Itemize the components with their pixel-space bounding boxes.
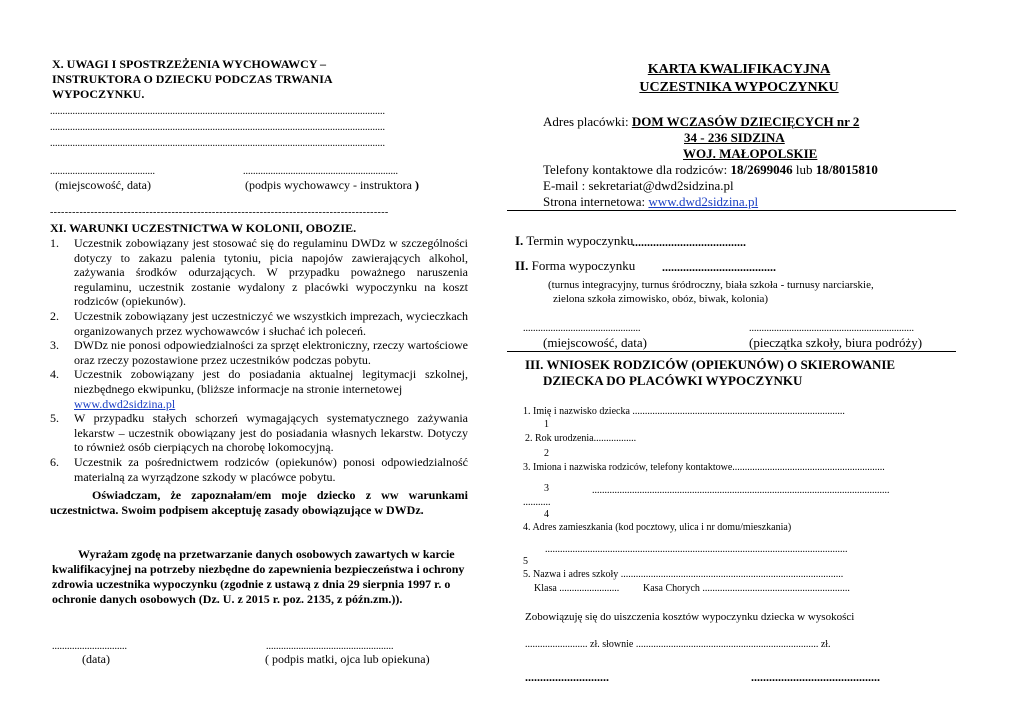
field-marker: 4 <box>544 509 549 520</box>
term-input-dots[interactable]: ...................................... <box>632 235 746 249</box>
form-number: II. <box>515 258 529 273</box>
form-note: zielona szkoła zimowisko, obóz, biwak, kolonia) <box>553 293 769 305</box>
remarks-line[interactable]: ...................................................................................................................................... <box>50 138 385 149</box>
form-title-line: KARTA KWALIFIKACYJNA <box>647 62 831 77</box>
child-name-field[interactable]: 1. Imię i nazwisko dziecka ..................................................................................... <box>523 406 845 417</box>
declaration: Oświadczam, że zapoznałam/em moje dziecko z ww warunkami uczestnictwa. Swoim podpisem akceptuję zasady obowiązujące w DWDz. <box>50 488 468 517</box>
section-divider <box>507 351 956 352</box>
rules-list <box>50 236 468 484</box>
list-item <box>50 455 468 484</box>
birth-year-field[interactable]: 2. Rok urodzenia................. <box>525 433 637 444</box>
address-field-dots[interactable]: ......................................................................................................................... <box>545 544 848 555</box>
place-date-dots[interactable]: ............................................... <box>523 323 641 334</box>
header-divider <box>507 210 956 211</box>
list-item <box>50 411 468 455</box>
amount-number-dots[interactable]: ......................... <box>525 639 588 650</box>
amount-words-label: zł. słownie <box>590 639 634 650</box>
phone-2: 18/8015810 <box>815 162 878 177</box>
rule-text: Uczestnik za pośrednictwem rodziców (opiekunów) ponosi odpowiedzialność materialną za wyrządzone szkody w placówce pobytu. <box>74 454 468 484</box>
address-line <box>543 114 859 130</box>
facility-region: WOJ. MAŁOPOLSKIE <box>683 146 818 161</box>
instructor-sign-text: (podpis wychowawcy - instruktora <box>245 178 412 192</box>
list-item <box>50 309 468 338</box>
rule-number: 1. <box>50 236 59 250</box>
date-label: (data) <box>82 652 110 666</box>
consent-text: Wyrażam zgodę na przetwarzanie danych osobowych zawartych w karcie kwalifikacyjnej na potrzeby niezbędne do zapewnienia bezpieczeństwa i ochrony zdrowia uczestnika wypoczynku (zgodnie z ustawą z dnia 29 sierpnia 1997 r. o ochronie danych osobowych (Dz. U. z 2015 r. poz. 2135, z późn.zm.)). <box>52 547 465 606</box>
phones-line <box>543 162 878 178</box>
section-x-heading-line: INSTRUKTORA O DZIECKU PODCZAS TRWANIA <box>52 72 333 86</box>
health-fund-field[interactable]: Kasa Chorych ........................................................... <box>643 583 850 594</box>
field-marker: 2 <box>544 448 549 459</box>
rule-number: 3. <box>50 338 59 353</box>
website-link[interactable]: www.dwd2sidzina.pl <box>74 396 176 411</box>
form-note: (turnus integracyjny, turnus śródroczny, biała szkoła - turnusy narciarskie, <box>548 279 874 291</box>
payment-obligation: Zobowiązuję się do uiszczenia kosztów wypoczynku dziecka w wysokości <box>525 611 855 623</box>
form-row <box>515 258 635 274</box>
instructor-sign-dots[interactable]: .............................................................. <box>243 166 398 177</box>
website-label: Strona internetowa: <box>543 194 646 209</box>
place-date-label: (miejscowość, data) <box>543 335 647 350</box>
parents-field-dots[interactable]: ....................................................................................................................... <box>592 485 890 496</box>
rule-text: Uczestnik zobowiązany jest do posiadania aktualnej legitymacji szkolnej, niezbędnego ekwipunku, (bliższe informacje na stronie internetowej <box>74 367 468 396</box>
amount-words-dots[interactable]: ......................................................................... <box>635 639 819 650</box>
form-title-line: UCZESTNIKA WYPOCZYNKU <box>639 80 839 95</box>
instructor-sign-paren: ) <box>414 178 419 192</box>
form-input-dots[interactable]: ...................................... <box>662 260 776 274</box>
parent-sign-dots[interactable]: ................................................... <box>266 641 394 652</box>
amount-currency: zł. <box>820 639 831 650</box>
remarks-line[interactable]: ...................................................................................................................................... <box>50 106 385 117</box>
class-field[interactable]: Klasa ........................ <box>534 583 620 594</box>
address-field-label: 4. Adres zamieszkania (kod pocztowy, ulica i nr domu/mieszkania) <box>523 522 792 533</box>
rule-number: 2. <box>50 308 59 323</box>
section-x-heading-line: WYPOCZYNKU. <box>52 87 145 101</box>
rule-text: Uczestnik zobowiązany jest stosować się do regulaminu DWDz w szczególności dotyczy to zakazu palenia tytoniu, picia napojów zawierających alkohol, zażywania środków odurzających. W przypadku poważnego naruszenia regulaminu, uczestnik zostanie wydalony z placówki wypoczynku na koszt rodziców (opiekunów). <box>74 236 468 309</box>
term-row <box>515 233 633 249</box>
final-sign-dots-left[interactable]: ............................ <box>525 670 609 684</box>
website-line <box>543 194 758 210</box>
section-x-heading-line: X. UWAGI I SPOSTRZEŻENIA WYCHOWAWCY – <box>52 57 327 71</box>
dash-divider: -------------------------------------------------------------------------------------------- <box>50 207 389 218</box>
website-link[interactable]: www.dwd2sidzina.pl <box>648 194 759 209</box>
section-x-heading <box>52 57 333 102</box>
remarks-line[interactable]: ...................................................................................................................................... <box>50 122 385 133</box>
school-field[interactable]: 5. Nazwa i adres szkoły ......................................................................................... <box>523 569 844 580</box>
list-item <box>50 367 468 411</box>
facility-name: DOM WCZASÓW DZIECIĘCYCH nr 2 <box>631 114 860 129</box>
parent-sign-label: ( podpis matki, ojca lub opiekuna) <box>265 652 430 666</box>
rule-number: 6. <box>50 454 59 469</box>
list-item <box>50 338 468 367</box>
facility-zip: 34 - 236 SIDZINA <box>684 130 785 145</box>
section-iii-heading-line: DZIECKA DO PLACÓWKI WYPOCZYNKU <box>543 373 803 388</box>
instructor-sign-label <box>245 178 419 193</box>
date-dots[interactable]: .............................. <box>52 641 127 652</box>
term-label: Termin wypoczynku <box>526 233 634 248</box>
rule-text: DWDz nie ponosi odpowiedzialności za sprzęt elektroniczny, rzeczy wartościowe oraz rzeczy pozostawione przez uczestników podczas pobytu. <box>74 338 468 367</box>
rule-number: 4. <box>50 367 59 382</box>
place-date-label: (miejscowość, data) <box>55 178 151 192</box>
amount-row <box>525 639 831 650</box>
term-number: I. <box>515 233 524 248</box>
form-title <box>560 61 918 97</box>
list-item <box>50 236 468 309</box>
field-marker: 5 <box>523 556 528 567</box>
phone-1: 18/2699046 <box>730 162 793 177</box>
form-label: Forma wypoczynku <box>531 258 636 273</box>
section-iii-heading <box>525 357 895 389</box>
section-iii-heading-line: III. WNIOSEK RODZICÓW (OPIEKUNÓW) O SKIEROWANIE <box>525 357 896 372</box>
section-xi-heading: XI. WARUNKI UCZESTNICTWA W KOLONII, OBOZIE. <box>50 221 357 235</box>
address-label: Adres placówki: <box>543 114 629 129</box>
phones-label: Telefony kontaktowe dla rodziców: <box>543 162 728 177</box>
place-date-dots[interactable]: .......................................... <box>50 166 155 177</box>
rule-text: Uczestnik zobowiązany jest uczestniczyć we wszystkich imprezach, wycieczkach organizowanych przez wychowawców i słuchać ich poleceń. <box>74 308 468 338</box>
parents-field-dots-continued[interactable]: ........... <box>523 497 551 508</box>
rule-number: 5. <box>50 411 59 426</box>
field-marker: 1 <box>544 419 549 430</box>
final-sign-dots-right[interactable]: ........................................... <box>751 670 880 684</box>
rule-text: W przypadku stałych schorzeń wymagających systematycznego zażywania lekarstw – uczestnik obowiązany jest do posiadania własnych lekarstw. Dotyczy to również osób cierpiących na chorobę lokomocyjną. <box>74 411 468 455</box>
email-line: E-mail : sekretariat@dwd2sidzina.pl <box>543 178 734 193</box>
school-stamp-label: (pieczątka szkoły, biura podróży) <box>749 335 923 350</box>
school-stamp-dots[interactable]: .................................................................. <box>749 323 914 334</box>
field-marker: 3 <box>544 483 549 494</box>
parents-field[interactable]: 3. Imiona i nazwiska rodziców, telefony kontaktowe............................................................. <box>523 462 885 473</box>
phones-or: lub <box>795 162 813 177</box>
